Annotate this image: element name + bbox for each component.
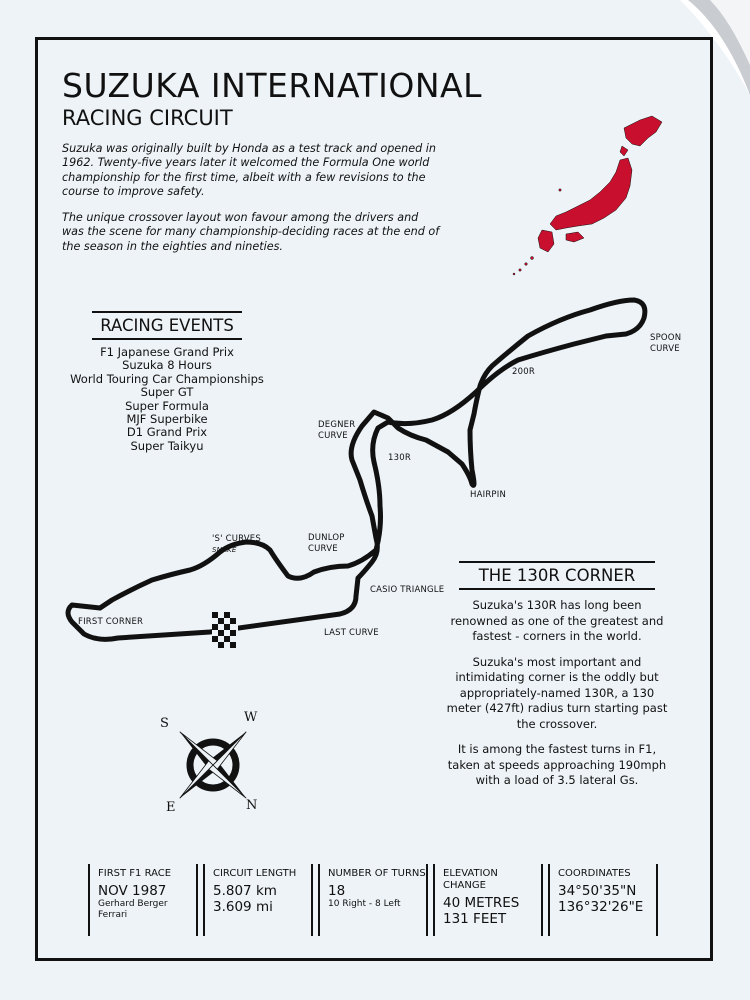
compass-letter-n: N <box>246 798 258 813</box>
stat-number-of-turns: NUMBER OF TURNS 18 10 Right - 8 Left <box>318 864 428 936</box>
label-last-curve: LAST CURVE <box>324 628 379 638</box>
intro-paragraph: Suzuka was originally built by Honda as a test track and opened in 1962. Twenty-five years later it welcomed the Formula One world championship for the first time, albeit with a few revisions to the course to improve safety. <box>62 142 437 198</box>
stats-bar <box>88 864 658 936</box>
compass-letter-s: S <box>160 716 169 731</box>
page-subtitle: RACING CIRCUIT <box>62 106 233 130</box>
label-first-corner: FIRST CORNER <box>78 617 144 627</box>
list-item: MJF Superbike <box>126 412 208 427</box>
label-degner-curve: DEGNER CURVE <box>318 420 356 441</box>
list-item: Super GT <box>140 385 194 400</box>
label-s-curves: 'S' CURVES SNAKE <box>212 534 261 554</box>
corner-paragraph: Suzuka's 130R has long been renowned as one of the greatest and fastest - corners in the world. <box>450 598 664 643</box>
label-130r: 130R <box>388 453 411 463</box>
corner-paragraph: It is among the fastest turns in F1, taken at speeds approaching 190mph with a load of 3.5 lateral Gs. <box>447 742 667 787</box>
list-item: Super Taikyu <box>130 438 204 453</box>
stat-circuit-length: CIRCUIT LENGTH 5.807 km 3.609 mi <box>203 864 313 936</box>
corner-130r-heading: THE 130R CORNER <box>459 561 656 590</box>
stat-first-f1-race: FIRST F1 RACE NOV 1987 Gerhard Berger Ferrari <box>88 864 198 936</box>
label-hairpin: HAIRPIN <box>470 490 507 500</box>
corner-130r-text <box>446 598 668 789</box>
intro-paragraph: The unique crossover layout won favour among the drivers and was the scene for many championship-deciding races at the end of the season in the eighties and nineties. <box>62 211 440 253</box>
label-200r: 200R <box>512 367 535 377</box>
compass-rose <box>158 710 268 820</box>
corner-paragraph: Suzuka's most important and intimidating corner is the oddly but appropriately-named 130R, a 130 meter (427ft) radius turn starting past the crossover. <box>446 654 668 731</box>
list-item: Super Formula <box>125 398 209 413</box>
list-item: D1 Grand Prix <box>126 425 208 440</box>
compass-letter-e: E <box>166 800 176 815</box>
label-spoon-curve: SPOON CURVE <box>650 333 682 354</box>
stat-elevation-change: ELEVATION CHANGE 40 METRES 131 FEET <box>433 864 543 936</box>
corner-130r-panel <box>446 561 668 799</box>
racing-events-heading: RACING EVENTS <box>92 311 242 340</box>
label-dunlop-curve: DUNLOP CURVE <box>308 533 345 554</box>
stat-coordinates: COORDINATES 34°50'35"N 136°32'26"E <box>548 864 658 936</box>
list-item: World Touring Car Championships <box>70 371 264 386</box>
list-item: F1 Japanese Grand Prix <box>100 345 234 359</box>
start-finish-flag-icon <box>212 612 238 650</box>
page-title: SUZUKA INTERNATIONAL <box>62 66 482 105</box>
label-casio-triangle: CASIO TRIANGLE <box>370 585 445 595</box>
compass-letter-w: W <box>244 710 258 725</box>
list-item: Suzuka 8 Hours <box>122 358 212 373</box>
